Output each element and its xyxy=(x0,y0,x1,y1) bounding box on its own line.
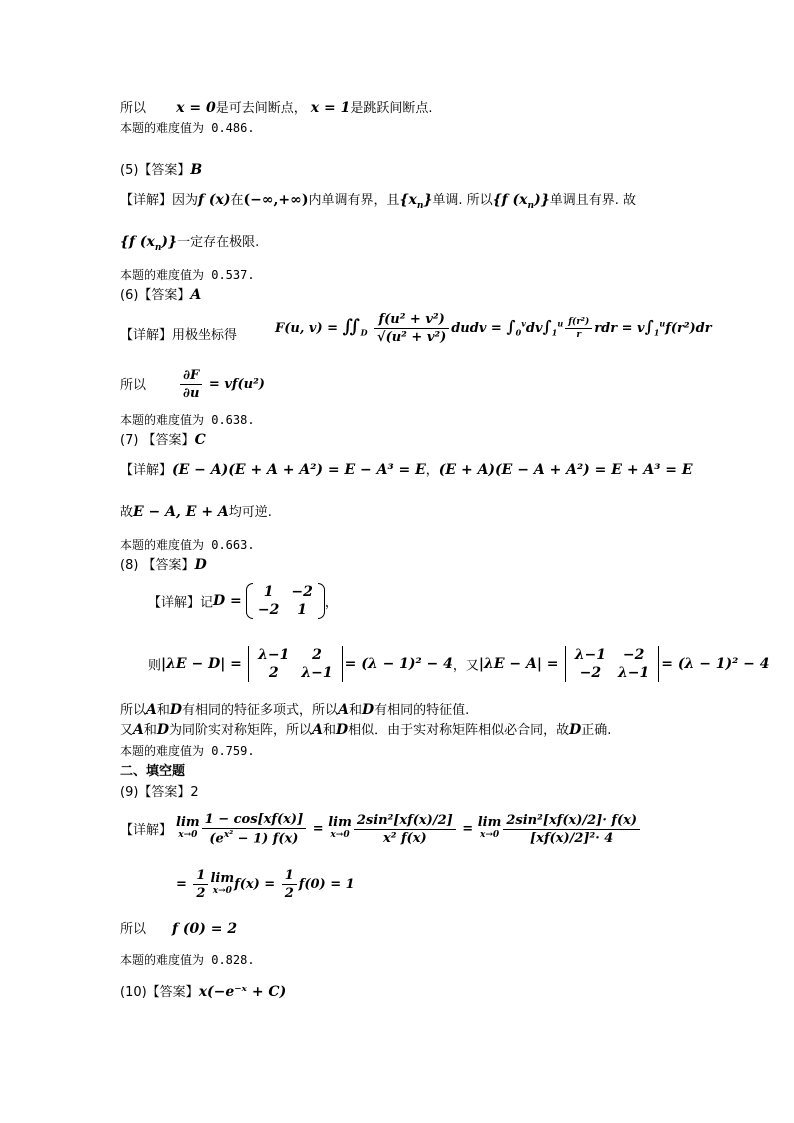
q7-label: (7) 【答案】 xyxy=(120,433,195,448)
q8-you: ，又 xyxy=(452,658,479,674)
q10-answer xyxy=(120,984,286,1001)
q7-inv: 均可逆. xyxy=(228,505,272,520)
math-x1: x = 1 xyxy=(310,100,351,116)
q5-detail xyxy=(120,192,636,214)
q6-label: (6)【答案】 xyxy=(120,288,191,303)
difficulty-2: 本题的难度值为 0.537. xyxy=(120,268,255,282)
math-interval: (−∞,+∞) xyxy=(243,192,309,208)
difficulty-1: 本题的难度值为 0.486. xyxy=(120,121,255,135)
difficulty-5: 本题的难度值为 0.759. xyxy=(120,744,255,758)
q5-detail-b: 在 xyxy=(230,193,244,208)
q6-derivative: $\frac{\partial F}{\partial u}$ = vf(u²) xyxy=(178,368,265,401)
q8-choice: D xyxy=(194,557,207,573)
math-x0: x = 0 xyxy=(176,100,216,116)
q7-eq2: (E + A)(E − A + A²) = E + A³ = E xyxy=(438,462,693,478)
q8-label: (8) 【答案】 xyxy=(120,558,195,573)
difficulty-4: 本题的难度值为 0.663. xyxy=(120,538,255,552)
q7-math: E − A, E + A xyxy=(133,504,229,520)
q5-detail-c: 内单调有界，且 xyxy=(308,193,400,208)
q5-limit-text: 一定存在极限. xyxy=(177,235,260,250)
q6-polar-formula: F(u, $v) = ∬_D$ $\frac{\text{f(u² + v²)}}{\text{√(u² + v²)}}$ dudv = $\int_0^vdv\int_1^u$ $\frac{\text{f(r²)}}{r}$ rdr = $v\int_1^uf(r^2)dr$ xyxy=(275,312,712,345)
q5-detail-line2 xyxy=(120,234,259,256)
difficulty-3: 本题的难度值为 0.638. xyxy=(120,413,255,427)
q8-line1: 所以A和D有相同的特征多项式，所以A和D有相同的特征值. xyxy=(120,702,470,718)
text-suoyi: 所以 xyxy=(120,101,147,116)
q9-answer: (9)【答案】2 xyxy=(120,785,199,800)
q9-result: f (0) = 2 xyxy=(172,921,238,937)
q8-def-matrix: 【详解】记D = 1 −2 −2 1 ， xyxy=(148,584,338,618)
q6-answer xyxy=(120,287,201,304)
math-fx: f (x) xyxy=(198,192,231,208)
q7-comma: ， xyxy=(425,463,439,478)
q8-answer xyxy=(120,557,207,574)
q6-so: 所以 xyxy=(120,378,147,393)
q6-detail-label: 【详解】用极坐标得 xyxy=(120,328,238,343)
q6-choice: A xyxy=(190,287,202,303)
det-a: λ−1 −2 −2 λ−1 xyxy=(563,646,662,682)
q7-conclusion xyxy=(120,504,272,521)
q10-label: (10)【答案】 xyxy=(120,985,199,1000)
q9-suoyi: 所以 xyxy=(120,922,147,937)
q7-choice: C xyxy=(194,432,206,448)
q5-detail-e: 单调且有界. 故 xyxy=(549,193,636,208)
q7-gu: 故 xyxy=(120,505,134,520)
q7-detail xyxy=(120,462,693,479)
matrix-d: 1 −2 −2 1 xyxy=(246,583,325,619)
q7-answer xyxy=(120,432,206,449)
q5-choice: B xyxy=(190,162,203,178)
text-jump: 是跳跃间断点. xyxy=(350,101,433,116)
math-xn: $\{x_n\}$ xyxy=(399,192,433,211)
q8-ze: 则 xyxy=(148,658,162,674)
q5-answer xyxy=(120,162,202,179)
q7-detail-label: 【详解】 xyxy=(120,463,173,478)
difficulty-6: 本题的难度值为 0.828. xyxy=(120,953,255,967)
q5-detail-a: 【详解】因为 xyxy=(120,193,199,208)
math-fxn: {f $(x_n)$} xyxy=(492,192,550,211)
q8-detail-label: 【详解】记 xyxy=(148,595,214,611)
q9-so xyxy=(120,921,237,938)
q9-detail-label: 【详解】 xyxy=(120,823,173,838)
q5-label: (5)【答案】 xyxy=(120,163,191,178)
q8-char-poly: 则|λE − D| = λ−1 2 2 λ−1 = (λ − 1)² − 4，又|λE − A| = λ−1 −2 −2 λ−1 = (λ − 1)² − 4 xyxy=(148,647,770,681)
q9-limit-line1: lim x→0 $\frac{1 - \cos[xf(x)]}{(e^{x^2} - 1) f(x)}$ = lim x→0 $\frac{\text{2sin²[xf(x)/2]}}{\text{x² f(x)}}$ = lim x→0 $\frac{\text{2sin²[xf(x)/2]· f(x)}}{\text{[xf(x)/2]²· 4}}$ xyxy=(176,812,642,846)
q5-detail-d: 单调. 所以 xyxy=(432,193,493,208)
line-discontinuity xyxy=(120,100,432,117)
q7-eq1: (E − A)(E + A + A²) = E − A³ = E xyxy=(172,462,426,478)
section-fill-in: 二、填空题 xyxy=(120,764,186,779)
text-removable: 是可去间断点， xyxy=(215,101,307,116)
q10-result: x(−e⁻ˣ + C) xyxy=(198,984,287,1000)
math-fxn-2: {f $(x_n)$} xyxy=(120,234,178,253)
det-d: λ−1 2 2 λ−1 xyxy=(246,646,345,682)
q8-line2: 又A和D为同阶实对称矩阵，所以A和D相似．由于实对称矩阵相似必合同，故D正确. xyxy=(120,722,612,738)
q9-limit-line2: = $\frac{1}{2}$ lim x→0 f(x) = $\frac{1}{2}$ f(0) = 1 xyxy=(176,868,355,901)
